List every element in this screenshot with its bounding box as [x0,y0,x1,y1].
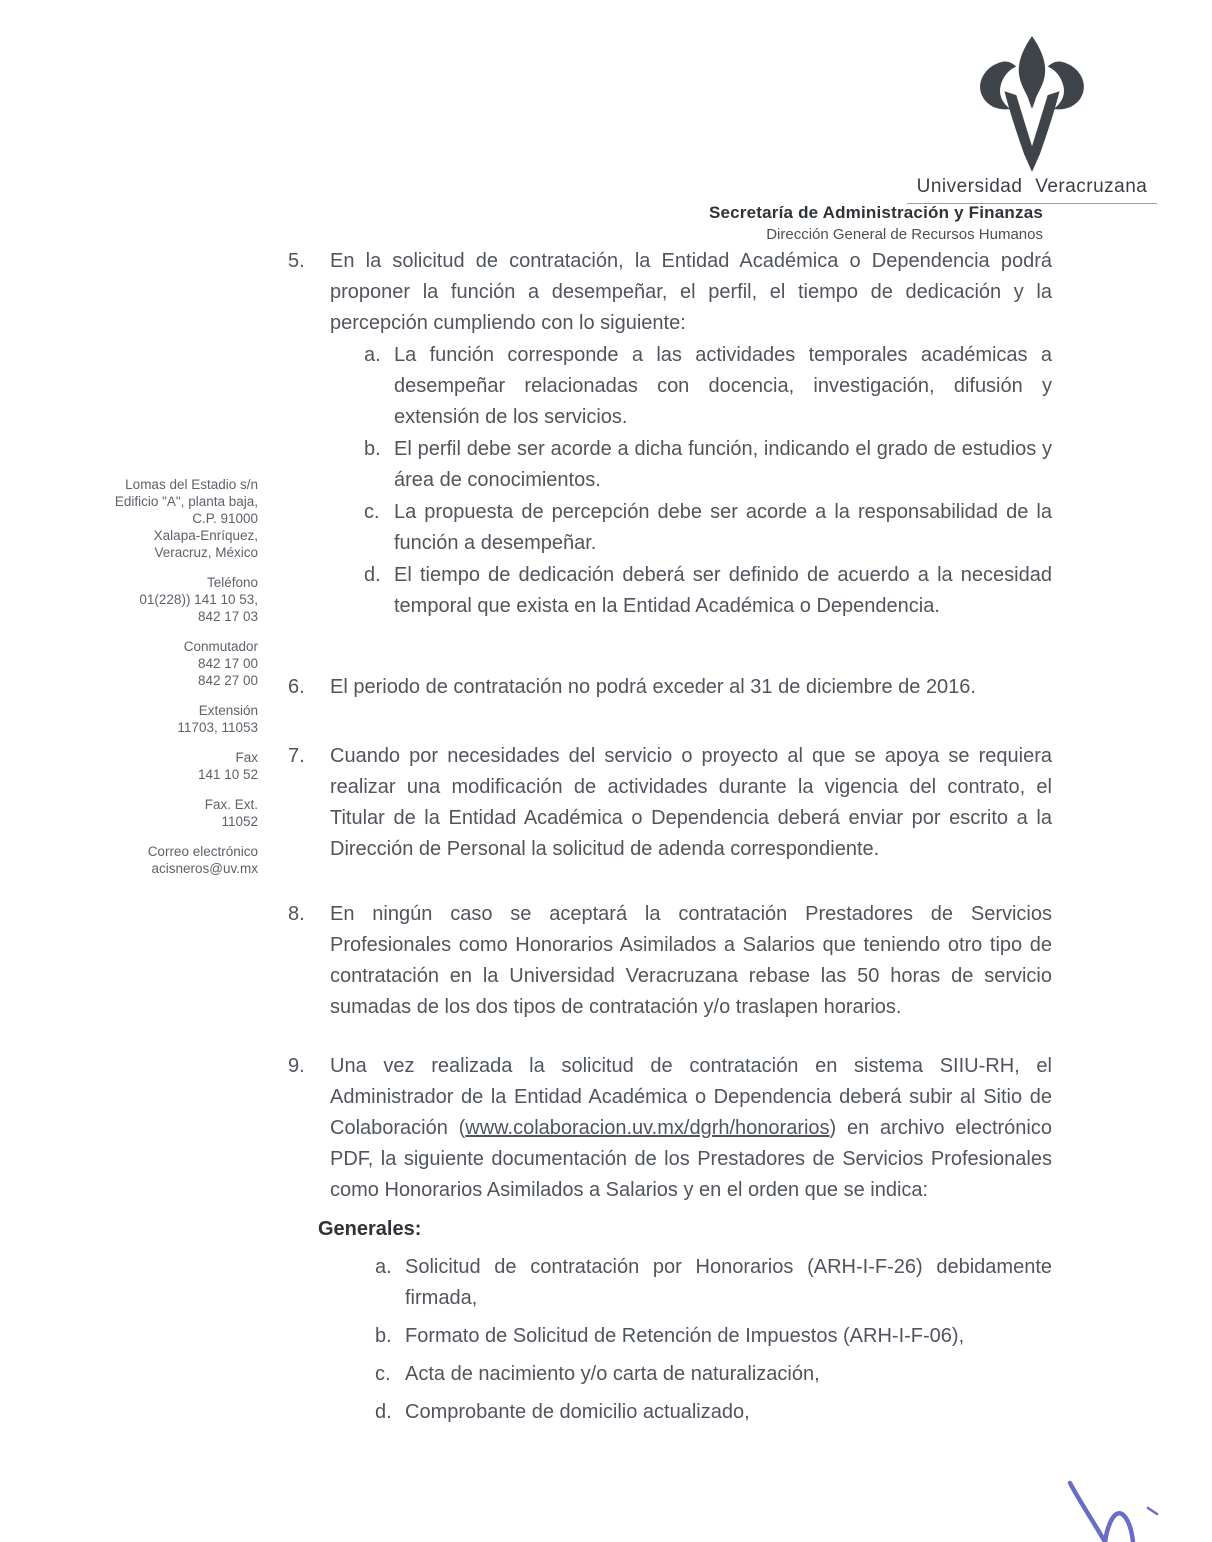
list-item-8 [288,899,1052,1023]
generales-letter: b. [375,1325,392,1347]
contact-line: 141 10 52 [197,767,258,782]
phone-block [0,574,258,625]
contact-line: 11703, 11053 [177,720,258,735]
generales-text: Solicitud de contratación por Honorarios (ARH-I-F-26) debidamente firmada, [405,1256,1052,1309]
generales-letter: c. [375,1363,391,1385]
generales-item-c [375,1359,1052,1390]
extension-block [0,702,258,736]
list-item-7 [288,741,1052,865]
switchboard-block [0,638,258,689]
sub-item-text: La propuesta de percepción debe ser acorde a la responsabilidad de la función a desempeñar. [394,501,1052,554]
list-item-6 [288,672,1052,703]
sub-item-letter: d. [364,564,381,586]
item-number: 6. [288,676,305,698]
address-line: C.P. 91000 [192,511,258,526]
contact-label: Fax. Ext. [204,797,258,812]
generales-item-a [375,1252,1052,1314]
address-line: Xalapa-Enríquez, [153,528,258,543]
address-line: Lomas del Estadio s/n [125,477,258,492]
sub-item-5c [364,497,1052,559]
university-brand-block [907,36,1157,204]
secretaria-title: Secretaría de Administración y Finanzas [708,203,1043,222]
sub-item-5b [364,434,1052,496]
contact-line: 01(228)) 141 10 53, [139,592,258,607]
contact-sidebar [0,476,258,890]
generales-text: Formato de Solicitud de Retención de Impuestos (ARH-I-F-06), [405,1325,965,1347]
item-text-before-link: Una vez realizada la solicitud de contratación en sistema SIIU-RH, el Administrador de la Entidad Académica o Dependencia deberá subir al Sitio de Colaboración ( [330,1055,1052,1139]
university-name: Universidad Veracruzana [916,176,1148,197]
sub-item-letter: a. [364,344,381,366]
item-text: En ningún caso se aceptará la contratación Prestadores de Servicios Profesionales como Honorarios Asimilados a Salarios que teniendo otro tipo de contratación en la Universidad Veracruzana rebase las 50 horas de servicio sumadas de los dos tipos de contratación y/o traslapen horarios. [330,903,1052,1018]
generales-text: Comprobante de domicilio actualizado, [405,1401,750,1423]
address-line: Edificio "A", planta baja, [114,494,258,509]
document-body [288,246,1052,1428]
item-text-after-link: ) en archivo electrónico PDF, la siguiente documentación de los Prestadores de Servicios Profesionales como Honorarios Asimilados a Salarios y en el orden que se indica: [330,1117,1052,1201]
generales-heading: Generales: [318,1218,422,1240]
item-number: 5. [288,250,305,272]
item-text: En la solicitud de contratación, la Entidad Académica o Dependencia podrá proponer la función a desempeñar, el perfil, el tiempo de dedicación y la percepción cumpliendo con lo siguiente: [330,250,1052,334]
department-heading [709,203,1043,243]
contact-line: 11052 [221,814,258,829]
item-text: Cuando por necesidades del servicio o proyecto al que se apoya se requiera realizar una modificación de actividades durante la vigencia del contrato, el Titular de la Entidad Académica o Dependencia deberá enviar por escrito a la Dirección de Personal la solicitud de adenda correspondiente. [330,745,1052,860]
contact-label: Correo electrónico [147,844,258,859]
collaboration-site-url: www.colaboracion.uv.mx/dgrh/honorarios [465,1117,830,1139]
item-text [330,1051,1052,1206]
sub-item-text: El perfil debe ser acorde a dicha función, indicando el grado de estudios y área de conocimientos. [394,438,1052,491]
email-block [0,843,258,877]
uv-fleur-de-lis-icon [973,36,1091,174]
contact-label: Fax [235,750,258,765]
item-number: 8. [288,903,305,925]
address-block [0,476,258,561]
generales-text: Acta de nacimiento y/o carta de naturalización, [405,1363,820,1385]
contact-line: 842 27 00 [197,673,258,688]
contact-line: 842 17 00 [197,656,258,671]
item-number: 9. [288,1055,305,1077]
generales-letter: d. [375,1401,392,1423]
fax-block [0,749,258,783]
sub-item-text: El tiempo de dedicación deberá ser definido de acuerdo a la necesidad temporal que exista en la Entidad Académica o Dependencia. [394,564,1052,617]
address-line: Veracruz, México [154,545,258,560]
generales-item-b [375,1321,1052,1352]
sub-item-text: La función corresponde a las actividades temporales académicas a desempeñar relacionadas con docencia, investigación, difusión y extensión de los servicios. [394,344,1052,428]
sub-item-5a [364,340,1052,433]
sub-item-letter: c. [364,501,380,523]
contact-label: Extensión [198,703,258,718]
item-number: 7. [288,745,305,767]
sub-item-letter: b. [364,438,381,460]
item-text: El periodo de contratación no podrá exceder al 31 de diciembre de 2016. [330,676,976,698]
generales-item-d [375,1397,1052,1428]
email-address: acisneros@uv.mx [151,861,258,876]
list-item-9 [288,1051,1052,1206]
list-item-5 [288,246,1052,339]
sub-item-5d [364,560,1052,622]
generales-letter: a. [375,1256,392,1278]
fax-ext-block [0,796,258,830]
contact-label: Conmutador [183,639,258,654]
contact-line: 842 17 03 [197,609,258,624]
contact-label: Teléfono [206,575,258,590]
direccion-subtitle: Dirección General de Recursos Humanos [766,226,1043,243]
ink-signature-stroke [1020,1400,1212,1542]
